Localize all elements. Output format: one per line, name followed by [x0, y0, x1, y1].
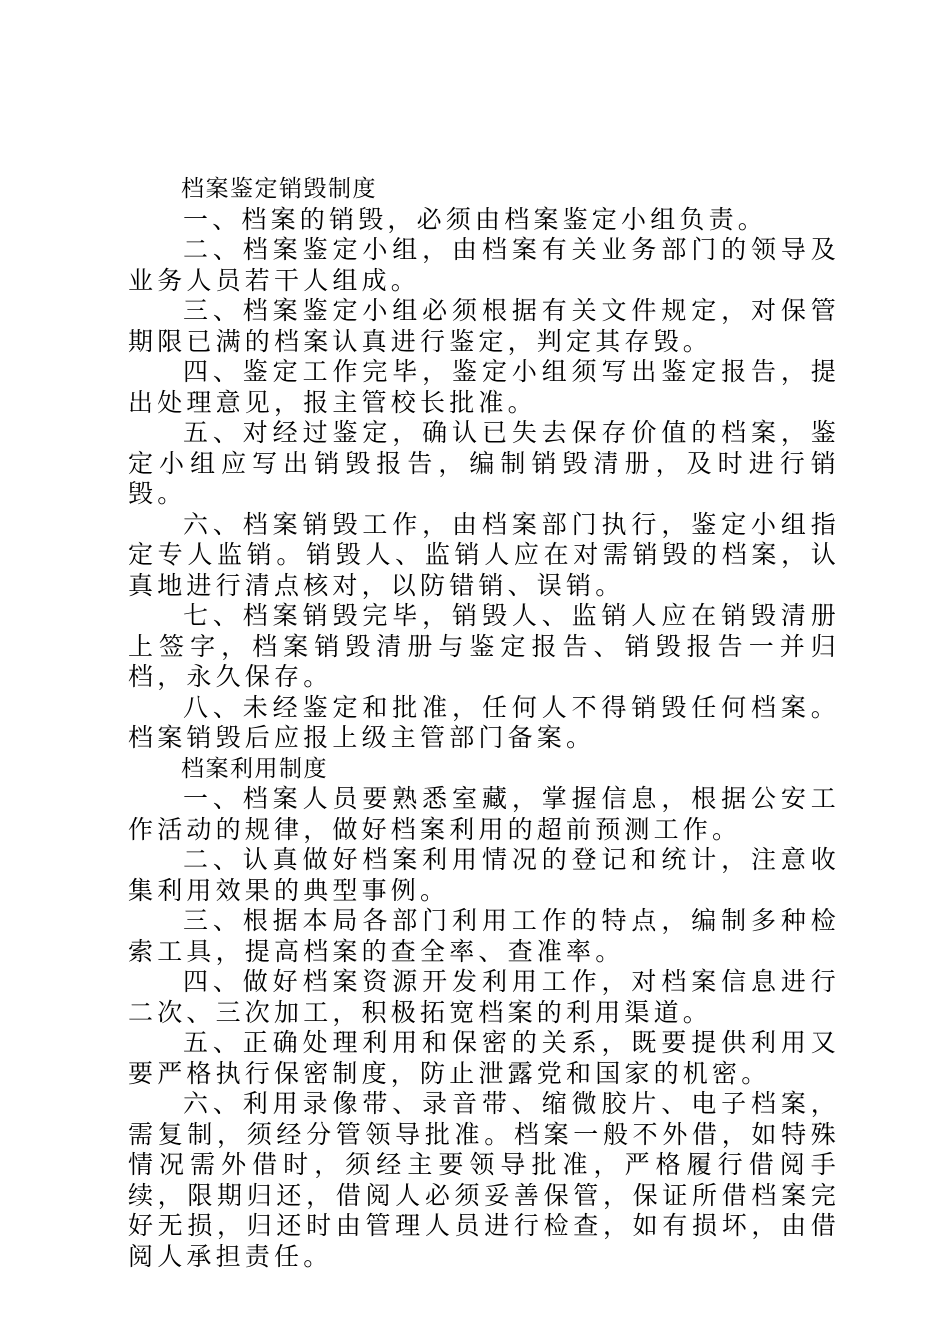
paragraph: 二、档案鉴定小组，由档案有关业务部门的领导及业务人员若干人组成。: [128, 235, 840, 295]
paragraph: 三、档案鉴定小组必须根据有关文件规定，对保管期限已满的档案认真进行鉴定，判定其存毁。: [128, 296, 840, 356]
paragraph: 一、档案人员要熟悉室藏，掌握信息，根据公安工作活动的规律，做好档案利用的超前预测工作。: [128, 784, 840, 844]
section-title-utilization: 档案利用制度: [181, 755, 328, 782]
paragraph: 六、利用录像带、录音带、缩微胶片、电子档案，需复制，须经分管领导批准。档案一般不外借，如特殊情况需外借时，须经主要领导批准，严格履行借阅手续，限期归还，借阅人必须妥善保管，保证所借档案完好无损，归还时由管理人员进行检查，如有损坏，由借阅人承担责任。: [128, 1089, 840, 1271]
paragraph: 四、鉴定工作完毕，鉴定小组须写出鉴定报告，提出处理意见，报主管校长批准。: [128, 357, 840, 417]
paragraph: 四、做好档案资源开发利用工作，对档案信息进行二次、三次加工，积极拓宽档案的利用渠道。: [128, 967, 840, 1027]
document-body: [128, 174, 840, 1272]
section-title-destruction: 档案鉴定销毁制度: [181, 176, 377, 202]
paragraph: 五、对经过鉴定，确认已失去保存价值的档案，鉴定小组应写出销毁报告，编制销毁清册，及时进行销毁。: [128, 418, 840, 508]
paragraph: 五、正确处理利用和保密的关系，既要提供利用又要严格执行保密制度，防止泄露党和国家的机密。: [128, 1028, 840, 1088]
paragraph: 八、未经鉴定和批准，任何人不得销毁任何档案。档案销毁后应报上级主管部门备案。: [128, 692, 840, 752]
paragraph: 七、档案销毁完毕，销毁人、监销人应在销毁清册上签字，档案销毁清册与鉴定报告、销毁报告一并归档，永久保存。: [128, 601, 840, 691]
paragraph: 二、认真做好档案利用情况的登记和统计，注意收集利用效果的典型事例。: [128, 845, 840, 905]
paragraph: 六、档案销毁工作，由档案部门执行，鉴定小组指定专人监销。销毁人、监销人应在对需销毁的档案，认真地进行清点核对，以防错销、误销。: [128, 509, 840, 600]
paragraph: 一、档案的销毁，必须由档案鉴定小组负责。: [183, 204, 768, 234]
paragraph: 三、根据本局各部门利用工作的特点，编制多种检索工具，提高档案的查全率、查准率。: [128, 906, 840, 966]
